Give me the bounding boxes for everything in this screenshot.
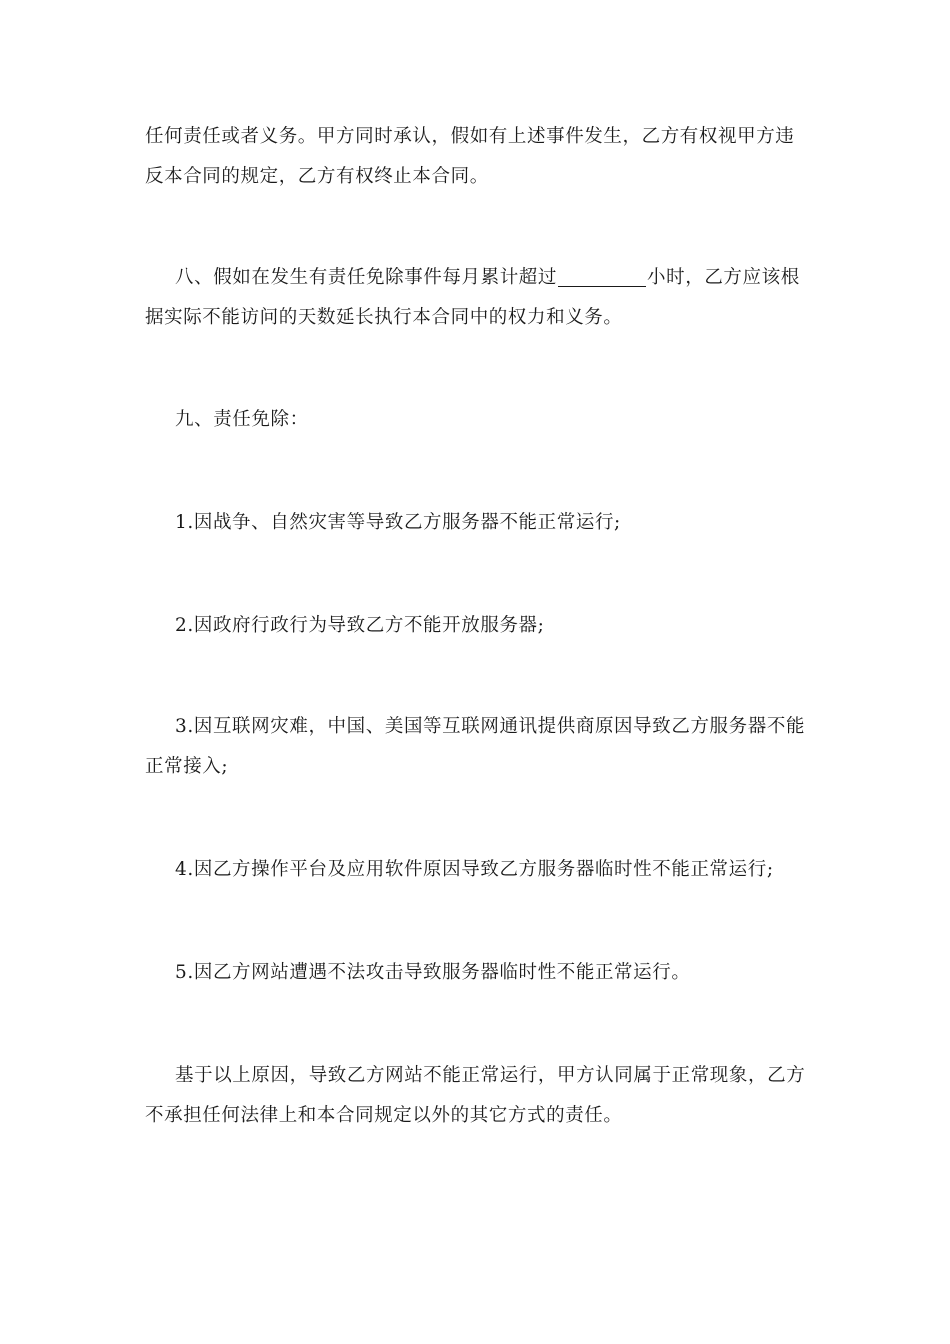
paragraph-conclusion: 基于以上原因，导致乙方网站不能正常运行，甲方认同属于正常现象，乙方不承担任何法律上和本合同规定以外的其它方式的责任。 [145,1065,806,1126]
exemption-item-5: 5.因乙方网站遭遇不法攻击导致服务器临时性不能正常运行。 [175,962,691,983]
clause-9-heading: 九、责任免除： [175,409,309,430]
clause-8-text-after: 小时，乙方应该根据实际不能访问的天数延长执行本合同中的权力和义务。 [145,267,800,328]
paragraph-continuation: 任何责任或者义务。甲方同时承认，假如有上述事件发生，乙方有权视甲方违反本合同的规定，乙方有权终止本合同。 [145,126,795,187]
exemption-item-3: 3.因互联网灾难，中国、美国等互联网通讯提供商原因导致乙方服务器不能正常接入; [145,716,806,777]
exemption-item-2: 2.因政府行政行为导致乙方不能开放服务器; [175,615,545,636]
hours-blank-field[interactable] [558,264,646,287]
clause-8-text-before: 八、假如在发生有责任免除事件每月累计超过 [175,267,558,288]
exemption-item-1: 1.因战争、自然灾害等导致乙方服务器不能正常运行; [175,512,621,533]
exemption-item-4: 4.因乙方操作平台及应用软件原因导致乙方服务器临时性不能正常运行; [175,859,774,880]
paragraph-clause-8 [145,258,810,338]
